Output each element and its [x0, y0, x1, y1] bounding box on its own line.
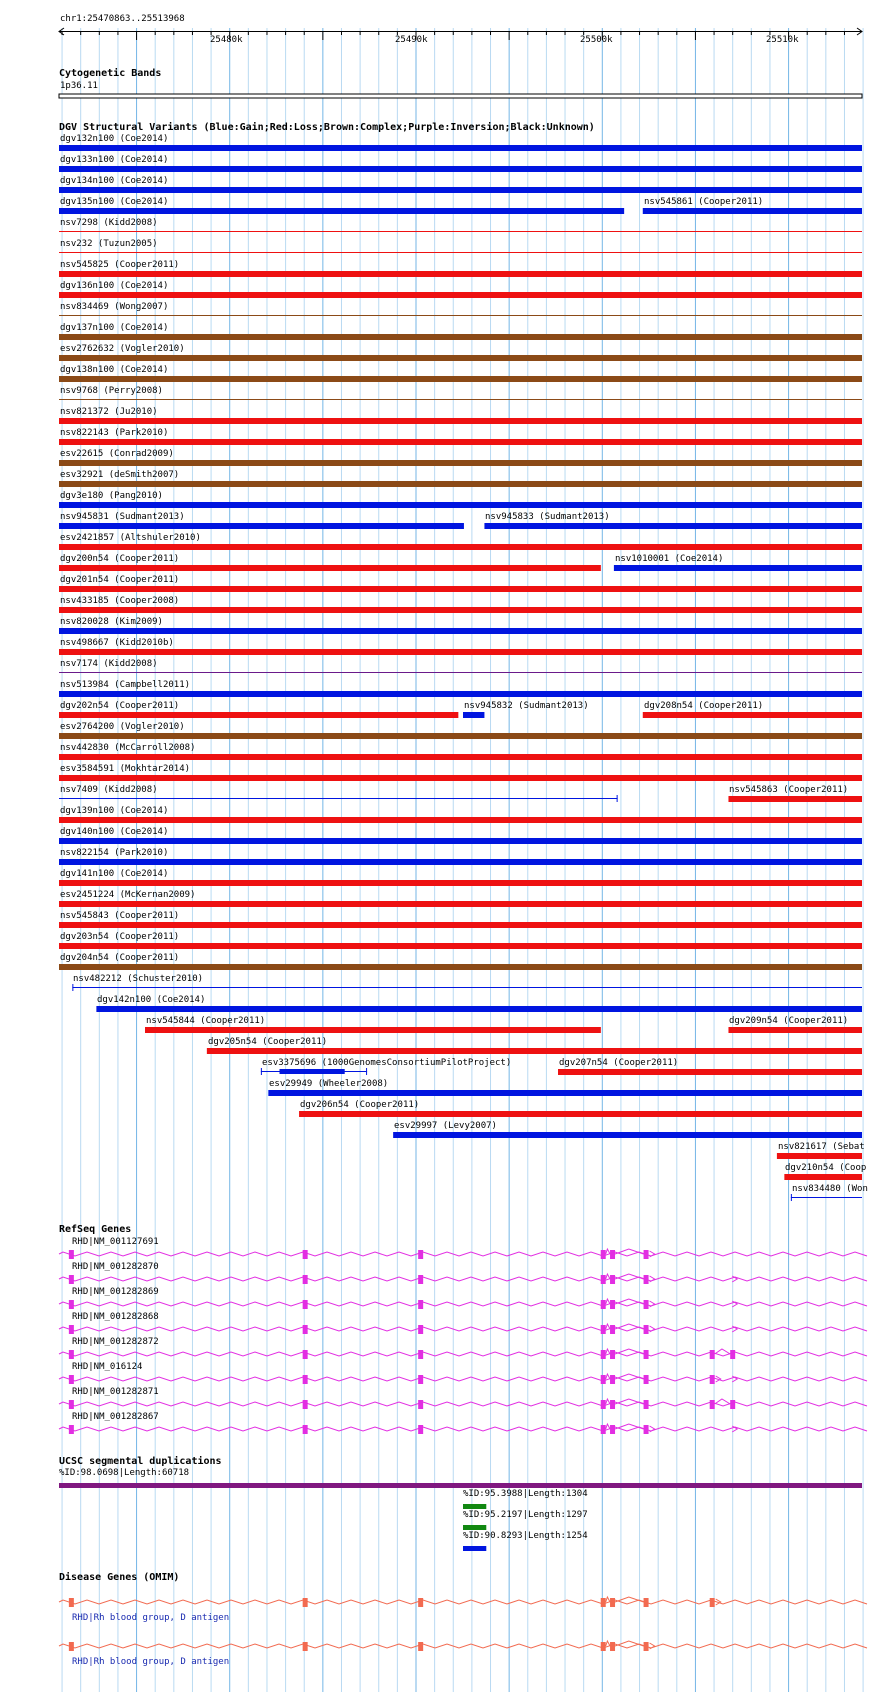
refseq-transcript-exon	[69, 1425, 74, 1434]
dgv-feature-label[interactable]: dgv210n54 (Coop	[785, 1163, 867, 1173]
refseq-transcript-exon	[303, 1375, 308, 1384]
dgv-feature-bar	[59, 754, 862, 760]
dgv-feature-bar	[59, 712, 458, 718]
dgv-feature-bar	[59, 334, 862, 340]
dgv-feature-label[interactable]: nsv545844 (Cooper2011)	[146, 1016, 266, 1026]
dgv-feature-bar	[484, 523, 862, 529]
refseq-transcript-label[interactable]: RHD|NM_001127691	[72, 1237, 159, 1247]
segdup-label[interactable]: %ID:95.3988|Length:1304	[463, 1489, 588, 1499]
dgv-feature-bar	[59, 145, 862, 151]
refseq-transcript-junction	[606, 1399, 610, 1404]
refseq-transcript-exon	[418, 1250, 423, 1259]
cytoband-track	[59, 94, 862, 98]
segdup-label[interactable]: %ID:90.8293|Length:1254	[463, 1531, 588, 1541]
refseq-transcript-exon	[601, 1250, 606, 1259]
refseq-transcript-exon	[69, 1375, 74, 1384]
segdup-label[interactable]: %ID:98.0698|Length:60718	[59, 1468, 190, 1478]
refseq-transcript-intron	[59, 1252, 867, 1256]
refseq-transcript-intron	[59, 1302, 867, 1306]
dgv-feature-label[interactable]: dgv138n100 (Coe2014)	[60, 365, 169, 375]
refseq-transcript-junction	[715, 1399, 730, 1404]
refseq-transcript-exon	[69, 1300, 74, 1309]
cytoband-bar	[59, 94, 862, 98]
dgv-feature-bar	[59, 292, 862, 298]
refseq-transcript-exon	[303, 1425, 308, 1434]
dgv-feature-bar	[614, 565, 862, 571]
dgv-feature-label[interactable]: nsv7298 (Kidd2008)	[60, 218, 158, 228]
dgv-feature-label[interactable]: nsv442830 (McCarroll2008)	[60, 743, 196, 753]
dgv-feature-label[interactable]: esv2451224 (McKernan2009)	[60, 890, 196, 900]
dgv-feature-bar	[59, 691, 862, 697]
refseq-transcript-exon	[730, 1400, 735, 1409]
refseq-transcript-exon	[644, 1425, 649, 1434]
omim-gene-exon	[610, 1598, 615, 1607]
refseq-transcript-exon	[418, 1275, 423, 1284]
dgv-feature-bar	[59, 481, 862, 487]
omim-gene-exon	[601, 1642, 606, 1651]
omim-track	[59, 1597, 867, 1651]
dgv-feature-bar	[59, 859, 862, 865]
refseq-transcript-label[interactable]: RHD|NM_001282872	[72, 1337, 159, 1347]
dgv-feature-label[interactable]: nsv945832 (Sudmant2013)	[464, 701, 589, 711]
segdup-bar	[59, 1483, 862, 1488]
dgv-feature-bar	[59, 901, 862, 907]
ruler-tick-label: 25480k	[210, 35, 243, 45]
dgv-feature-bar	[59, 586, 862, 592]
omim-gene-intron	[59, 1600, 867, 1604]
refseq-transcript-exon	[303, 1275, 308, 1284]
refseq-track-title[interactable]: RefSeq Genes	[59, 1224, 132, 1235]
dgv-feature-bar	[59, 964, 862, 970]
omim-gene-exon	[601, 1598, 606, 1607]
dgv-feature-bar	[59, 544, 862, 550]
segdup-bar	[463, 1504, 486, 1509]
refseq-transcript-exon	[610, 1375, 615, 1384]
omim-gene-exon	[610, 1642, 615, 1651]
refseq-transcript-exon	[710, 1375, 715, 1384]
refseq-transcript-exon	[418, 1400, 423, 1409]
dgv-feature-label[interactable]: nsv545843 (Cooper2011)	[60, 911, 180, 921]
refseq-transcript-exon	[69, 1400, 74, 1409]
refseq-transcript-exon	[610, 1400, 615, 1409]
dgv-feature-label[interactable]: dgv209n54 (Cooper2011)	[729, 1016, 849, 1026]
omim-gene-exon	[418, 1642, 423, 1651]
dgv-feature-label[interactable]: dgv136n100 (Coe2014)	[60, 281, 169, 291]
refseq-transcript-junction	[606, 1349, 610, 1354]
dgv-feature-bar	[59, 943, 862, 949]
dgv-feature-label[interactable]: nsv7409 (Kidd2008)	[60, 785, 158, 795]
refseq-transcript-junction	[715, 1349, 730, 1354]
dgv-feature-bar	[59, 880, 862, 886]
omim-gene-exon	[644, 1642, 649, 1651]
dgv-feature-label[interactable]: nsv9768 (Perry2008)	[60, 386, 163, 396]
dgv-feature-label[interactable]: dgv205n54 (Cooper2011)	[208, 1037, 328, 1047]
dgv-feature-label[interactable]: nsv545825 (Cooper2011)	[60, 260, 180, 270]
refseq-transcript-intron	[59, 1327, 867, 1331]
dgv-feature-bar	[59, 439, 862, 445]
dgv-feature-label[interactable]: nsv822154 (Park2010)	[60, 848, 169, 858]
dgv-feature-label[interactable]: nsv834480 (Won	[792, 1184, 868, 1194]
refseq-track	[59, 1249, 867, 1434]
dgv-feature-label[interactable]: esv32921 (deSmith2007)	[60, 470, 180, 480]
segdup-label[interactable]: %ID:95.2197|Length:1297	[463, 1510, 588, 1520]
refseq-transcript-exon	[644, 1350, 649, 1359]
refseq-transcript-exon	[303, 1250, 308, 1259]
dgv-feature-label[interactable]: dgv203n54 (Cooper2011)	[60, 932, 180, 942]
dgv-feature-bar	[59, 775, 862, 781]
refseq-transcript-exon	[601, 1425, 606, 1434]
dgv-feature-label[interactable]: dgv135n100 (Coe2014)	[60, 197, 169, 207]
dgv-feature-label[interactable]: esv22615 (Conrad2009)	[60, 449, 174, 459]
dgv-feature-label[interactable]: dgv142n100 (Coe2014)	[97, 995, 206, 1005]
refseq-transcript-exon	[710, 1350, 715, 1359]
dgv-feature-bar	[59, 166, 862, 172]
omim-gene-exon	[644, 1598, 649, 1607]
refseq-transcript-intron	[59, 1402, 867, 1406]
dgv-feature-bar	[299, 1111, 862, 1117]
dgv-feature-bar	[393, 1132, 862, 1138]
dgv-feature-bar	[643, 712, 862, 718]
dgv-feature-label[interactable]: nsv945833 (Sudmant2013)	[485, 512, 610, 522]
refseq-transcript-intron	[59, 1377, 867, 1381]
dgv-feature-label[interactable]: nsv820028 (Kim2009)	[60, 617, 163, 627]
refseq-transcript-exon	[610, 1250, 615, 1259]
refseq-transcript-exon	[601, 1375, 606, 1384]
refseq-transcript-exon	[418, 1350, 423, 1359]
refseq-transcript-exon	[601, 1275, 606, 1284]
dgv-feature-bar	[59, 502, 862, 508]
refseq-transcript-junction	[606, 1299, 610, 1304]
dgv-feature-label[interactable]: dgv208n54 (Cooper2011)	[644, 701, 764, 711]
segdup-track-title[interactable]: UCSC segmental duplications	[59, 1456, 222, 1467]
refseq-transcript-exon	[644, 1250, 649, 1259]
dgv-feature-bar	[59, 628, 862, 634]
dgv-feature-label[interactable]: nsv1010001 (Coe2014)	[615, 554, 724, 564]
dgv-feature-bar	[59, 649, 862, 655]
refseq-transcript-exon	[418, 1425, 423, 1434]
omim-track-title[interactable]: Disease Genes (OMIM)	[59, 1572, 180, 1583]
segdup-bar	[463, 1525, 486, 1530]
refseq-transcript-exon	[610, 1350, 615, 1359]
dgv-feature-label[interactable]: nsv433185 (Cooper2008)	[60, 596, 180, 606]
dgv-feature-bar	[96, 1006, 862, 1012]
dgv-track-title[interactable]: DGV Structural Variants (Blue:Gain;Red:Loss;Brown:Complex;Purple:Inversion;Black:Unknown)	[59, 122, 595, 133]
dgv-feature-label[interactable]: nsv513984 (Campbell2011)	[60, 680, 191, 690]
refseq-transcript-junction	[606, 1249, 610, 1254]
dgv-feature-label[interactable]: nsv834469 (Wong2007)	[60, 302, 169, 312]
refseq-transcript-exon	[610, 1300, 615, 1309]
omim-gene-junction	[606, 1641, 610, 1646]
dgv-feature-bar	[59, 460, 862, 466]
refseq-transcript-exon	[601, 1325, 606, 1334]
dgv-feature-label[interactable]: dgv3e180 (Pang2010)	[60, 491, 163, 501]
refseq-transcript-junction	[606, 1274, 610, 1279]
cytoband-label: 1p36.11	[60, 81, 98, 91]
dgv-feature-label[interactable]: esv29949 (Wheeler2008)	[269, 1079, 389, 1089]
dgv-feature-label[interactable]: dgv137n100 (Coe2014)	[60, 323, 169, 333]
dgv-feature-bar	[558, 1069, 862, 1075]
dgv-feature-label[interactable]: dgv132n100 (Coe2014)	[60, 134, 169, 144]
dgv-feature-label[interactable]: dgv207n54 (Cooper2011)	[559, 1058, 679, 1068]
refseq-transcript-junction	[606, 1424, 610, 1429]
dgv-feature-bar	[59, 838, 862, 844]
omim-gene-label[interactable]: RHD|Rh blood group, D antigen	[72, 1613, 230, 1623]
omim-gene-exon	[710, 1598, 715, 1607]
dgv-feature-label[interactable]: nsv482212 (Schuster2010)	[73, 974, 204, 984]
dgv-feature-label[interactable]: nsv821617 (Sebat	[778, 1142, 865, 1152]
dgv-feature-label[interactable]: esv3375696 (1000GenomesConsortiumPilotProject)	[262, 1058, 512, 1068]
dgv-track	[59, 145, 862, 1201]
refseq-transcript-label[interactable]: RHD|NM_001282869	[72, 1287, 159, 1297]
dgv-feature-bar	[728, 796, 862, 802]
dgv-feature-label[interactable]: dgv140n100 (Coe2014)	[60, 827, 169, 837]
dgv-feature-label[interactable]: nsv945831 (Sudmant2013)	[60, 512, 185, 522]
refseq-transcript-exon	[303, 1300, 308, 1309]
refseq-transcript-exon	[644, 1325, 649, 1334]
ruler-axis	[59, 28, 862, 40]
dgv-feature-label[interactable]: nsv7174 (Kidd2008)	[60, 659, 158, 669]
refseq-transcript-exon	[69, 1275, 74, 1284]
refseq-transcript-exon	[610, 1325, 615, 1334]
dgv-feature-label[interactable]: esv2764200 (Vogler2010)	[60, 722, 185, 732]
dgv-feature-bar	[145, 1027, 601, 1033]
dgv-feature-bar	[207, 1048, 862, 1054]
ruler-tick-label: 25490k	[395, 35, 428, 45]
dgv-feature-bar	[59, 208, 624, 214]
refseq-transcript-exon	[644, 1375, 649, 1384]
dgv-feature-label[interactable]: esv29997 (Levy2007)	[394, 1121, 497, 1131]
dgv-feature-label[interactable]: dgv139n100 (Coe2014)	[60, 806, 169, 816]
refseq-transcript-exon	[69, 1250, 74, 1259]
dgv-feature-bar	[59, 733, 862, 739]
dgv-feature-bar	[784, 1174, 862, 1180]
refseq-transcript-junction	[606, 1324, 610, 1329]
dgv-feature-label[interactable]: nsv822143 (Park2010)	[60, 428, 169, 438]
ruler-tick-label: 25510k	[766, 35, 799, 45]
refseq-transcript-exon	[710, 1400, 715, 1409]
dgv-feature-label[interactable]: dgv201n54 (Cooper2011)	[60, 575, 180, 585]
refseq-transcript-exon	[610, 1425, 615, 1434]
refseq-transcript-exon	[418, 1300, 423, 1309]
refseq-transcript-exon	[303, 1400, 308, 1409]
omim-gene-exon	[418, 1598, 423, 1607]
refseq-transcript-exon	[601, 1350, 606, 1359]
dgv-feature-label[interactable]: nsv545861 (Cooper2011)	[644, 197, 764, 207]
location-label: chr1:25470863..25513968	[60, 14, 185, 24]
omim-gene-intron	[59, 1644, 867, 1648]
refseq-transcript-exon	[730, 1350, 735, 1359]
refseq-transcript-exon	[418, 1325, 423, 1334]
cytoband-track-title[interactable]: Cytogenetic Bands	[59, 68, 162, 79]
refseq-transcript-label[interactable]: RHD|NM_001282871	[72, 1387, 159, 1397]
dgv-feature-bar	[59, 271, 862, 277]
refseq-transcript-label[interactable]: RHD|NM_016124	[72, 1362, 143, 1372]
dgv-feature-core	[280, 1069, 345, 1074]
refseq-transcript-exon	[418, 1375, 423, 1384]
omim-gene-label[interactable]: RHD|Rh blood group, D antigen	[72, 1657, 230, 1667]
dgv-feature-bar	[463, 712, 484, 718]
dgv-feature-bar	[59, 922, 862, 928]
dgv-feature-label[interactable]: nsv821372 (Ju2010)	[60, 407, 158, 417]
refseq-transcript-exon	[644, 1400, 649, 1409]
refseq-transcript-exon	[601, 1400, 606, 1409]
dgv-feature-bar	[59, 418, 862, 424]
refseq-transcript-intron	[59, 1277, 867, 1281]
refseq-transcript-intron	[59, 1427, 867, 1431]
refseq-transcript-label[interactable]: RHD|NM_001282867	[72, 1412, 159, 1422]
dgv-feature-bar	[728, 1027, 862, 1033]
dgv-feature-label[interactable]: esv3584591 (Mokhtar2014)	[60, 764, 191, 774]
dgv-feature-label[interactable]: dgv134n100 (Coe2014)	[60, 176, 169, 186]
refseq-transcript-label[interactable]: RHD|NM_001282870	[72, 1262, 159, 1272]
dgv-feature-bar	[643, 208, 862, 214]
refseq-transcript-exon	[601, 1300, 606, 1309]
dgv-feature-bar	[268, 1090, 862, 1096]
refseq-transcript-label[interactable]: RHD|NM_001282868	[72, 1312, 159, 1322]
dgv-feature-bar	[59, 376, 862, 382]
dgv-feature-label[interactable]: nsv545863 (Cooper2011)	[729, 785, 849, 795]
ruler-tick-label: 25500k	[580, 35, 613, 45]
dgv-feature-label[interactable]: esv2421857 (Altshuler2010)	[60, 533, 201, 543]
dgv-feature-bar	[59, 355, 862, 361]
omim-gene-exon	[69, 1598, 74, 1607]
dgv-feature-bar	[59, 817, 862, 823]
omim-gene-exon	[303, 1598, 308, 1607]
refseq-transcript-exon	[644, 1275, 649, 1284]
dgv-feature-label[interactable]: dgv206n54 (Cooper2011)	[300, 1100, 420, 1110]
refseq-transcript-exon	[303, 1325, 308, 1334]
refseq-transcript-exon	[69, 1325, 74, 1334]
dgv-feature-bar	[59, 523, 464, 529]
dgv-feature-label[interactable]: esv2762632 (Vogler2010)	[60, 344, 185, 354]
dgv-feature-label[interactable]: nsv232 (Tuzun2005)	[60, 239, 158, 249]
omim-gene-exon	[69, 1642, 74, 1651]
omim-gene-exon	[303, 1642, 308, 1651]
dgv-feature-bar	[59, 187, 862, 193]
segdup-bar	[463, 1546, 486, 1551]
segdup-track	[59, 1483, 862, 1551]
dgv-feature-label[interactable]: dgv141n100 (Coe2014)	[60, 869, 169, 879]
dgv-feature-label[interactable]: dgv202n54 (Cooper2011)	[60, 701, 180, 711]
dgv-feature-label[interactable]: nsv498667 (Kidd2010b)	[60, 638, 174, 648]
refseq-transcript-exon	[303, 1350, 308, 1359]
refseq-transcript-exon	[610, 1275, 615, 1284]
dgv-feature-label[interactable]: dgv200n54 (Cooper2011)	[60, 554, 180, 564]
dgv-feature-label[interactable]: dgv133n100 (Coe2014)	[60, 155, 169, 165]
refseq-transcript-exon	[644, 1300, 649, 1309]
refseq-transcript-junction	[606, 1374, 610, 1379]
refseq-transcript-intron	[59, 1352, 867, 1356]
dgv-feature-bar	[59, 565, 601, 571]
dgv-feature-bar	[59, 607, 862, 613]
refseq-transcript-exon	[69, 1350, 74, 1359]
dgv-feature-label[interactable]: dgv204n54 (Cooper2011)	[60, 953, 180, 963]
dgv-feature-bar	[777, 1153, 862, 1159]
omim-gene-junction	[606, 1597, 610, 1602]
